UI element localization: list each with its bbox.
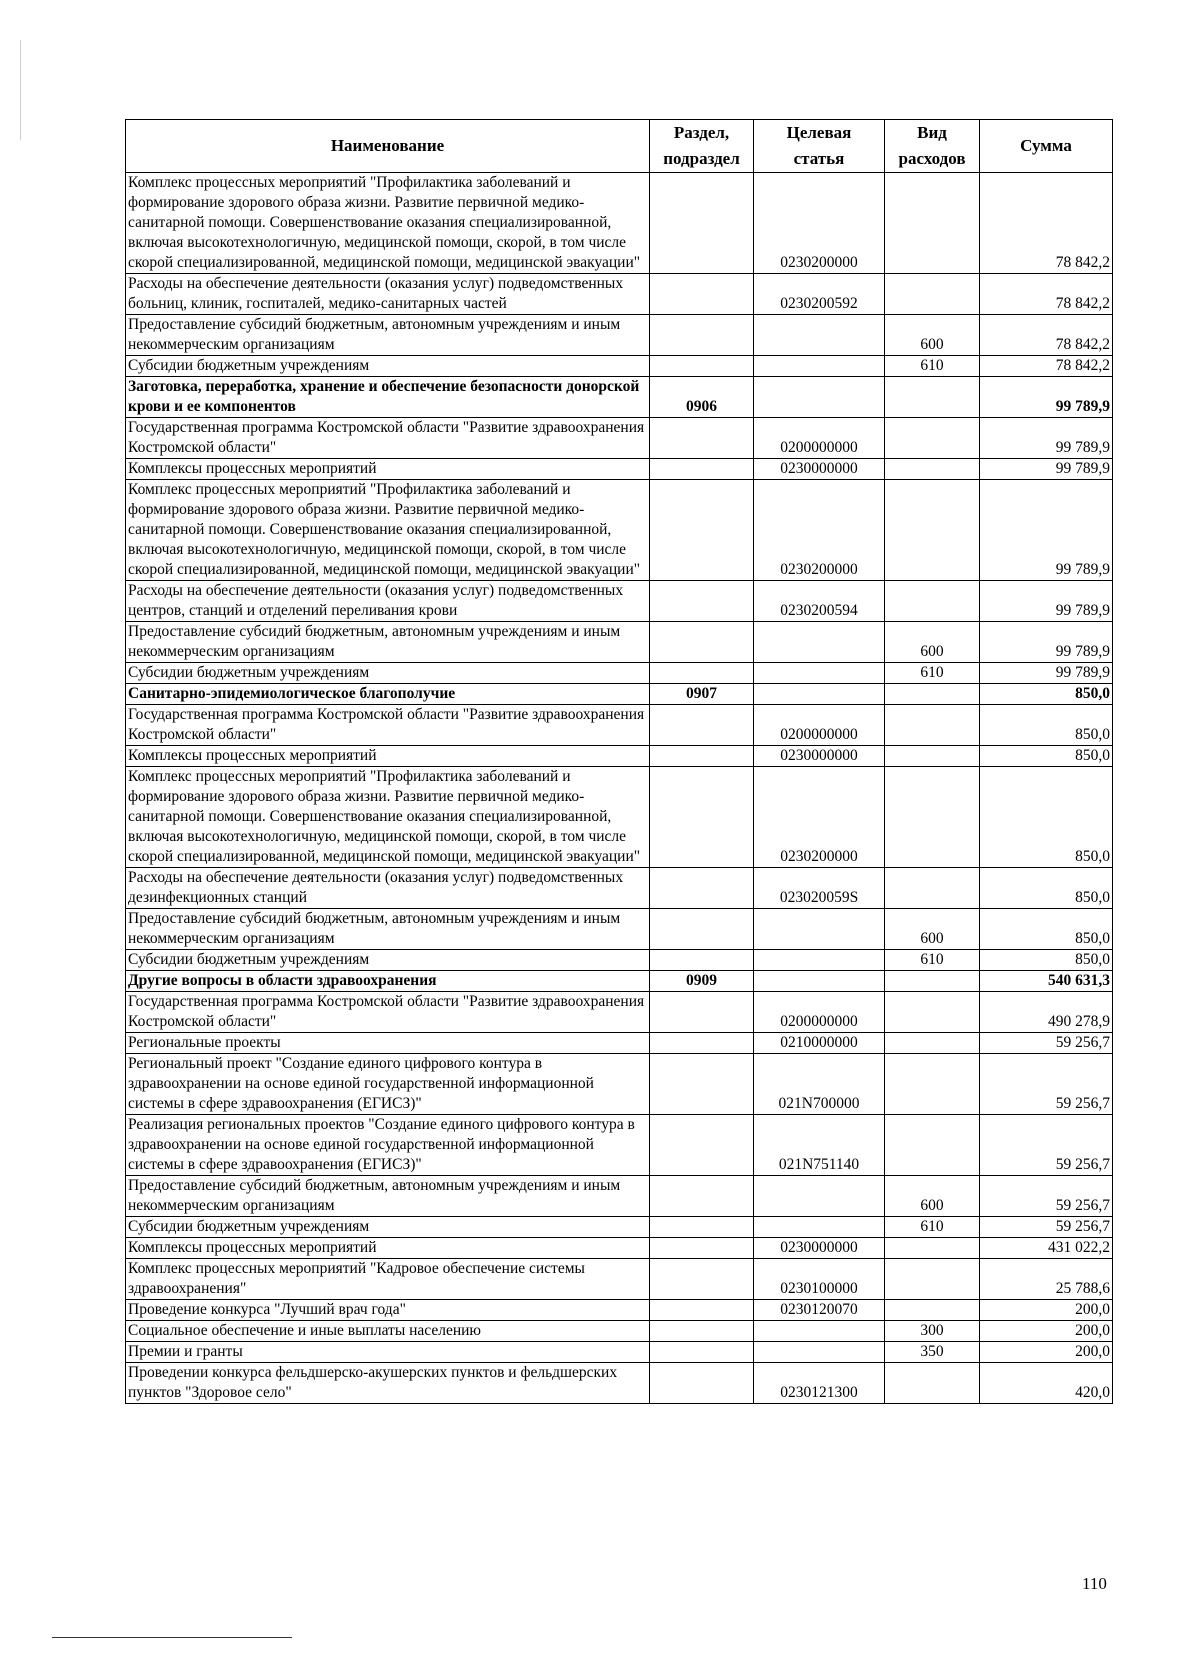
cell-sec xyxy=(650,274,754,315)
header-sum: Сумма xyxy=(980,120,1113,173)
cell-art xyxy=(754,315,885,356)
cell-name: Комплекс процессных мероприятий "Профилактика заболеваний и формирование здорового образа жизни. Развитие первичной медико-санитарной помощи. Совершенствование оказания специализированной, включая высокотехнологичную, медицинской помощи, скорой, в том числе скорой специализированной, медицинской помощи, медицинской эвакуации" xyxy=(126,767,650,868)
cell-vid: 610 xyxy=(885,663,980,684)
cell-vid xyxy=(885,746,980,767)
table-row xyxy=(126,622,1113,663)
cell-sum: 850,0 xyxy=(980,909,1113,950)
cell-name: Проведение конкурса "Лучший врач года" xyxy=(126,1300,650,1321)
cell-sum: 431 022,2 xyxy=(980,1238,1113,1259)
cell-vid xyxy=(885,1033,980,1054)
cell-sec xyxy=(650,767,754,868)
cell-vid: 600 xyxy=(885,909,980,950)
cell-vid: 600 xyxy=(885,315,980,356)
cell-name: Комплексы процессных мероприятий xyxy=(126,459,650,480)
cell-sec xyxy=(650,705,754,746)
cell-sum: 99 789,9 xyxy=(980,581,1113,622)
cell-name: Комплексы процессных мероприятий xyxy=(126,746,650,767)
cell-art: 0200000000 xyxy=(754,705,885,746)
cell-art: 0230100000 xyxy=(754,1259,885,1300)
cell-sec xyxy=(650,1321,754,1342)
cell-name: Заготовка, переработка, хранение и обеспечение безопасности донорской крови и ее компонентов xyxy=(126,377,650,418)
scan-edge-mark xyxy=(20,40,21,140)
cell-art xyxy=(754,1321,885,1342)
cell-sum: 200,0 xyxy=(980,1300,1113,1321)
cell-sec xyxy=(650,459,754,480)
cell-vid: 600 xyxy=(885,1176,980,1217)
cell-sec xyxy=(650,1217,754,1238)
table-header-row xyxy=(126,120,1113,173)
cell-sec xyxy=(650,356,754,377)
cell-sum: 99 789,9 xyxy=(980,622,1113,663)
cell-name: Расходы на обеспечение деятельности (оказания услуг) подведомственных дезинфекционных станций xyxy=(126,868,650,909)
cell-vid: 350 xyxy=(885,1342,980,1363)
table-row xyxy=(126,909,1113,950)
table-row xyxy=(126,377,1113,418)
cell-art: 0230200594 xyxy=(754,581,885,622)
header-expense-type: Вид расходов xyxy=(885,120,980,173)
cell-sec xyxy=(650,868,754,909)
table-row xyxy=(126,684,1113,705)
cell-name: Субсидии бюджетным учреждениям xyxy=(126,356,650,377)
cell-vid xyxy=(885,274,980,315)
cell-vid: 300 xyxy=(885,1321,980,1342)
cell-sum: 78 842,2 xyxy=(980,356,1113,377)
cell-name: Комплекс процессных мероприятий "Профилактика заболеваний и формирование здорового образа жизни. Развитие первичной медико-санитарной помощи. Совершенствование оказания специализированной, включая высокотехнологичную, медицинской помощи, скорой, в том числе скорой специализированной, медицинской помощи, медицинской эвакуации" xyxy=(126,173,650,274)
cell-art: 0230200592 xyxy=(754,274,885,315)
cell-sum: 59 256,7 xyxy=(980,1054,1113,1115)
cell-art xyxy=(754,950,885,971)
cell-sum: 850,0 xyxy=(980,705,1113,746)
cell-name: Социальное обеспечение и иные выплаты населению xyxy=(126,1321,650,1342)
table-body xyxy=(126,173,1113,1404)
cell-sum: 99 789,9 xyxy=(980,663,1113,684)
cell-vid xyxy=(885,1238,980,1259)
cell-art: 0230200000 xyxy=(754,173,885,274)
cell-vid xyxy=(885,1115,980,1176)
cell-vid xyxy=(885,1300,980,1321)
cell-name: Предоставление субсидий бюджетным, автономным учреждениям и иным некоммерческим организациям xyxy=(126,315,650,356)
cell-sum: 78 842,2 xyxy=(980,274,1113,315)
table-row xyxy=(126,480,1113,581)
table-row xyxy=(126,767,1113,868)
cell-sec xyxy=(650,1300,754,1321)
cell-sec xyxy=(650,480,754,581)
cell-art xyxy=(754,1176,885,1217)
cell-art: 0230200000 xyxy=(754,767,885,868)
cell-sec xyxy=(650,1176,754,1217)
cell-art: 021N700000 xyxy=(754,1054,885,1115)
cell-name: Расходы на обеспечение деятельности (оказания услуг) подведомственных больниц, клиник, госпиталей, медико-санитарных частей xyxy=(126,274,650,315)
footer-rule xyxy=(52,1637,292,1638)
cell-sum: 490 278,9 xyxy=(980,992,1113,1033)
cell-sec xyxy=(650,173,754,274)
table-row xyxy=(126,868,1113,909)
cell-art: 0230000000 xyxy=(754,459,885,480)
cell-sum: 850,0 xyxy=(980,684,1113,705)
cell-sum: 99 789,9 xyxy=(980,480,1113,581)
cell-name: Государственная программа Костромской области "Развитие здравоохранения Костромской области" xyxy=(126,705,650,746)
cell-art xyxy=(754,1217,885,1238)
table-row xyxy=(126,1176,1113,1217)
header-section: Раздел, подраздел xyxy=(650,120,754,173)
cell-vid: 600 xyxy=(885,622,980,663)
cell-name: Проведении конкурса фельдшерско-акушерских пунктов и фельдшерских пунктов "Здоровое село" xyxy=(126,1363,650,1404)
cell-vid xyxy=(885,418,980,459)
table-row xyxy=(126,1054,1113,1115)
cell-sum: 25 788,6 xyxy=(980,1259,1113,1300)
cell-sec xyxy=(650,315,754,356)
cell-sec: 0907 xyxy=(650,684,754,705)
cell-sec xyxy=(650,1342,754,1363)
cell-sec xyxy=(650,581,754,622)
cell-vid xyxy=(885,581,980,622)
cell-sec xyxy=(650,1033,754,1054)
cell-sec xyxy=(650,418,754,459)
cell-sec xyxy=(650,663,754,684)
table-row xyxy=(126,1300,1113,1321)
cell-name: Предоставление субсидий бюджетным, автономным учреждениям и иным некоммерческим организациям xyxy=(126,622,650,663)
cell-sum: 850,0 xyxy=(980,868,1113,909)
cell-name: Комплексы процессных мероприятий xyxy=(126,1238,650,1259)
table-row xyxy=(126,992,1113,1033)
cell-sec xyxy=(650,1115,754,1176)
cell-art xyxy=(754,377,885,418)
cell-name: Предоставление субсидий бюджетным, автономным учреждениям и иным некоммерческим организациям xyxy=(126,909,650,950)
cell-art xyxy=(754,622,885,663)
table-row xyxy=(126,1217,1113,1238)
cell-name: Другие вопросы в области здравоохранения xyxy=(126,971,650,992)
table-row xyxy=(126,746,1113,767)
cell-vid xyxy=(885,480,980,581)
table-row xyxy=(126,950,1113,971)
cell-vid xyxy=(885,173,980,274)
cell-sec xyxy=(650,950,754,971)
cell-vid xyxy=(885,767,980,868)
cell-vid xyxy=(885,705,980,746)
cell-name: Комплекс процессных мероприятий "Кадровое обеспечение системы здравоохранения" xyxy=(126,1259,650,1300)
cell-sum: 78 842,2 xyxy=(980,315,1113,356)
cell-name: Государственная программа Костромской области "Развитие здравоохранения Костромской области" xyxy=(126,418,650,459)
table-row xyxy=(126,1115,1113,1176)
table-row xyxy=(126,1259,1113,1300)
table-row xyxy=(126,1321,1113,1342)
cell-sec xyxy=(650,909,754,950)
cell-art: 023020059S xyxy=(754,868,885,909)
cell-sec xyxy=(650,622,754,663)
cell-vid xyxy=(885,1259,980,1300)
cell-vid: 610 xyxy=(885,356,980,377)
budget-table xyxy=(125,119,1113,1404)
cell-sum: 59 256,7 xyxy=(980,1217,1113,1238)
cell-sum: 59 256,7 xyxy=(980,1115,1113,1176)
cell-sum: 99 789,9 xyxy=(980,459,1113,480)
table-row xyxy=(126,663,1113,684)
cell-vid xyxy=(885,1054,980,1115)
cell-sum: 850,0 xyxy=(980,950,1113,971)
table-row xyxy=(126,459,1113,480)
page-number: 110 xyxy=(1082,1574,1107,1593)
cell-name: Комплекс процессных мероприятий "Профилактика заболеваний и формирование здорового образа жизни. Развитие первичной медико-санитарной помощи. Совершенствование оказания специализированной, включая высокотехнологичную, медицинской помощи, скорой, в том числе скорой специализированной, медицинской помощи, медицинской эвакуации" xyxy=(126,480,650,581)
cell-vid xyxy=(885,377,980,418)
cell-vid xyxy=(885,971,980,992)
cell-sum: 420,0 xyxy=(980,1363,1113,1404)
cell-sec xyxy=(650,1238,754,1259)
cell-sec xyxy=(650,746,754,767)
table-row xyxy=(126,1342,1113,1363)
cell-vid xyxy=(885,1363,980,1404)
cell-sec xyxy=(650,1363,754,1404)
cell-name: Санитарно-эпидемиологическое благополучие xyxy=(126,684,650,705)
cell-art: 0200000000 xyxy=(754,418,885,459)
cell-sec xyxy=(650,992,754,1033)
cell-sum: 99 789,9 xyxy=(980,377,1113,418)
cell-name: Региональные проекты xyxy=(126,1033,650,1054)
cell-art xyxy=(754,684,885,705)
cell-art xyxy=(754,909,885,950)
table-row xyxy=(126,1238,1113,1259)
cell-vid xyxy=(885,684,980,705)
cell-name: Государственная программа Костромской области "Развитие здравоохранения Костромской области" xyxy=(126,992,650,1033)
cell-sec xyxy=(650,1259,754,1300)
cell-name: Предоставление субсидий бюджетным, автономным учреждениям и иным некоммерческим организациям xyxy=(126,1176,650,1217)
cell-art: 0230120070 xyxy=(754,1300,885,1321)
table-row xyxy=(126,356,1113,377)
table-row xyxy=(126,1033,1113,1054)
table-row xyxy=(126,581,1113,622)
table-row xyxy=(126,971,1113,992)
cell-name: Премии и гранты xyxy=(126,1342,650,1363)
cell-sec: 0909 xyxy=(650,971,754,992)
cell-vid: 610 xyxy=(885,950,980,971)
cell-art xyxy=(754,1342,885,1363)
cell-art: 0230121300 xyxy=(754,1363,885,1404)
cell-sec xyxy=(650,1054,754,1115)
header-target-article: Целевая статья xyxy=(754,120,885,173)
cell-sec: 0906 xyxy=(650,377,754,418)
cell-art xyxy=(754,971,885,992)
cell-sum: 200,0 xyxy=(980,1321,1113,1342)
cell-art: 021N751140 xyxy=(754,1115,885,1176)
cell-name: Региональный проект "Создание единого цифрового контура в здравоохранении на основе единой государственной информационной системы в сфере здравоохранения (ЕГИСЗ)" xyxy=(126,1054,650,1115)
cell-sum: 99 789,9 xyxy=(980,418,1113,459)
cell-sum: 59 256,7 xyxy=(980,1176,1113,1217)
cell-art: 0210000000 xyxy=(754,1033,885,1054)
cell-vid xyxy=(885,992,980,1033)
cell-name: Расходы на обеспечение деятельности (оказания услуг) подведомственных центров, станций и отделений переливания крови xyxy=(126,581,650,622)
cell-sum: 59 256,7 xyxy=(980,1033,1113,1054)
cell-art: 0230200000 xyxy=(754,480,885,581)
cell-art: 0230000000 xyxy=(754,746,885,767)
cell-sum: 78 842,2 xyxy=(980,173,1113,274)
cell-sum: 850,0 xyxy=(980,767,1113,868)
cell-name: Реализация региональных проектов "Создание единого цифрового контура в здравоохранении на основе единой государственной информационной системы в сфере здравоохранения (ЕГИСЗ)" xyxy=(126,1115,650,1176)
table-row xyxy=(126,173,1113,274)
cell-art: 0200000000 xyxy=(754,992,885,1033)
cell-name: Субсидии бюджетным учреждениям xyxy=(126,1217,650,1238)
table-row xyxy=(126,705,1113,746)
header-name: Наименование xyxy=(126,120,650,173)
table-row xyxy=(126,315,1113,356)
cell-sum: 850,0 xyxy=(980,746,1113,767)
table-row xyxy=(126,274,1113,315)
cell-art: 0230000000 xyxy=(754,1238,885,1259)
cell-vid xyxy=(885,868,980,909)
cell-art xyxy=(754,356,885,377)
cell-name: Субсидии бюджетным учреждениям xyxy=(126,950,650,971)
cell-sum: 200,0 xyxy=(980,1342,1113,1363)
table-row xyxy=(126,1363,1113,1404)
cell-vid xyxy=(885,459,980,480)
cell-name: Субсидии бюджетным учреждениям xyxy=(126,663,650,684)
cell-vid: 610 xyxy=(885,1217,980,1238)
cell-art xyxy=(754,663,885,684)
cell-sum: 540 631,3 xyxy=(980,971,1113,992)
table-row xyxy=(126,418,1113,459)
